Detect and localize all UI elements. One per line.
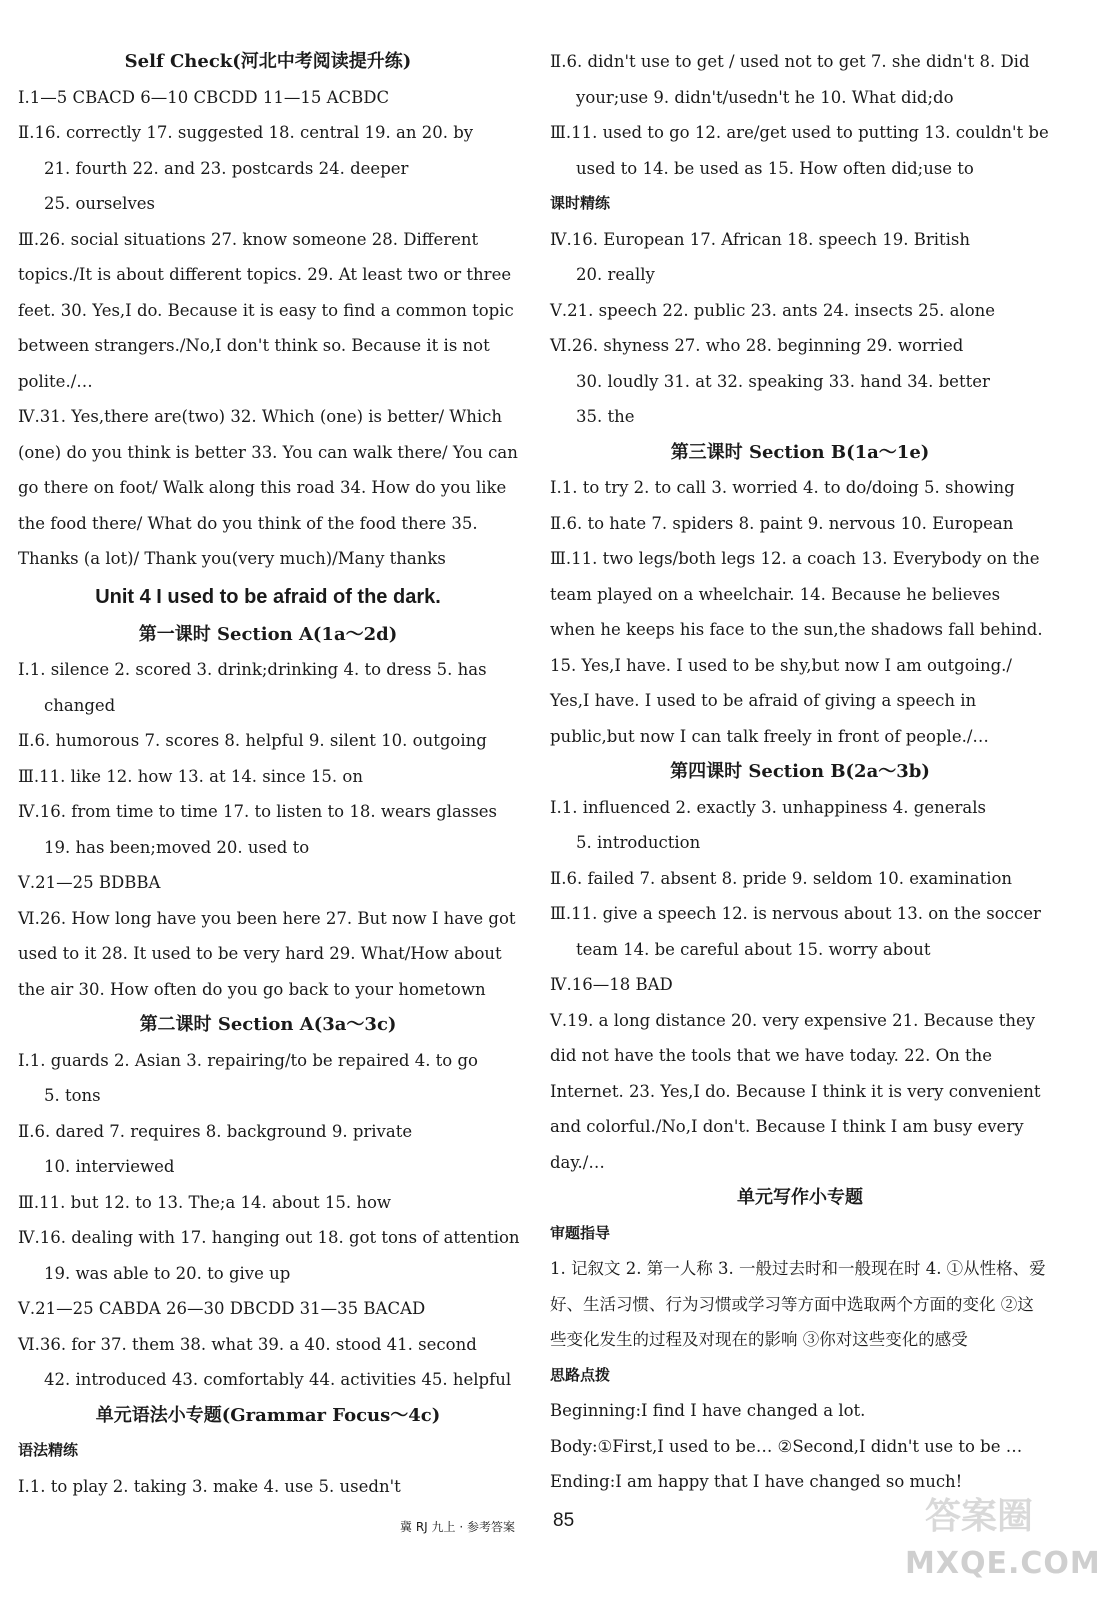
answer-line: Body:①First,I used to be… ②Second,I didn't use to be … <box>550 1436 1023 1456</box>
subsection-label: 思路点拨 <box>550 1365 611 1384</box>
page-number: 85 <box>553 1510 575 1531</box>
unit-title: Unit 4 I used to be afraid of the dark. <box>95 585 441 608</box>
subsection-label: 审题指导 <box>550 1223 611 1242</box>
section-heading: 第三课时 Section B(1a～1e) <box>670 441 930 463</box>
left-column <box>18 44 518 1504</box>
answer-continuation: 19. was able to 20. to give up <box>44 1263 291 1283</box>
answer-line: Beginning:I find I have changed a lot. <box>550 1401 866 1420</box>
answer-paragraph: Ⅳ.31. Yes,there are(two) 32. Which (one) is better/ Which (one) do you think is better 33. You can walk there/ You can go there on foot/ Walk along this road 34. How do you like the food there/ What do you think of the food there 35. Thanks (a lot)/ Thank you(very much)/Many thanks <box>18 407 518 568</box>
answer-paragraph: Ⅴ.19. a long distance 20. very expensive 21. Because they did not have the tools that we have today. 22. On the Internet. 23. Yes,I do. Because I think it is very convenient and colorful./No,I don't. Because I think I am busy every day./… <box>550 1010 1041 1172</box>
answer-line: Ⅳ.16—18 BAD <box>550 975 673 994</box>
section-heading: 第一课时 Section A(1a～2d) <box>138 623 398 645</box>
answer-continuation: changed <box>44 695 116 715</box>
answer-paragraph: Ⅵ.26. How long have you been here 27. But now I have got used to it 28. It used to be very hard 29. What/How about the air 30. How often do you go back to your hometown <box>18 908 516 999</box>
answer-line: Ⅱ.6. to hate 7. spiders 8. paint 9. nervous 10. European <box>550 513 1014 533</box>
answer-line: Ⅱ.6. failed 7. absent 8. pride 9. seldom 10. examination <box>550 868 1013 888</box>
answer-line: Ⅱ.6. humorous 7. scores 8. helpful 9. silent 10. outgoing <box>18 731 487 750</box>
answer-continuation: 20. really <box>576 265 655 284</box>
answer-continuation: 21. fourth 22. and 23. postcards 24. deeper <box>44 158 409 178</box>
section-heading: 第二课时 Section A(3a～3c) <box>139 1014 397 1035</box>
answer-line: Ending:I am happy that I have changed so much! <box>550 1472 963 1491</box>
answer-line: Ⅲ.11. give a speech 12. is nervous about 13. on the soccer <box>550 904 1041 923</box>
answer-continuation: 35. the <box>576 407 635 426</box>
answer-line: Ⅳ.16. from time to time 17. to listen to 18. wears glasses <box>18 802 498 821</box>
answer-line: Ⅵ.26. shyness 27. who 28. beginning 29. worried <box>550 336 964 355</box>
answer-paragraph: 15. Yes,I have. I used to be shy,but now I am outgoing./ Yes,I have. I used to be afraid of giving a speech in public,but now I can talk freely in front of people./… <box>550 655 1012 746</box>
answer-line: Ⅰ.1—5 CBACD 6—10 CBCDD 11—15 ACBDC <box>18 87 390 107</box>
answer-continuation: 10. interviewed <box>44 1157 175 1176</box>
answer-line: Ⅱ.6. didn't use to get / used not to get 7. she didn't 8. Did <box>550 52 1030 71</box>
subsection-label: 课时精练 <box>550 194 611 212</box>
answer-line: Ⅱ.16. correctly 17. suggested 18. central 19. an 20. by <box>18 123 474 142</box>
watermark-logo <box>905 1488 1101 1594</box>
answer-continuation: your;use 9. didn't/usedn't he 10. What did;do <box>576 87 954 107</box>
answer-continuation: team 14. be careful about 15. worry about <box>576 939 931 959</box>
answer-line: Ⅳ.16. European 17. African 18. speech 19. British <box>550 229 971 249</box>
answer-line: Ⅴ.21—25 BDBBA <box>18 873 161 892</box>
section-heading: Self Check(河北中考阅读提升练) <box>124 51 412 72</box>
answer-line: Ⅰ.1. silence 2. scored 3. drink;drinking 4. to dress 5. has <box>18 660 487 679</box>
answer-line: Ⅰ.1. to play 2. taking 3. make 4. use 5. usedn't <box>18 1476 401 1496</box>
watermark-site: MXQE.COM <box>905 1546 1101 1581</box>
answer-line: Ⅲ.11. used to go 12. are/get used to putting 13. couldn't be <box>550 123 1049 142</box>
answer-line: Ⅲ.11. but 12. to 13. The;a 14. about 15. how <box>18 1192 392 1212</box>
section-heading: 单元写作小专题 <box>737 1187 863 1208</box>
answer-line: Ⅰ.1. influenced 2. exactly 3. unhappiness 4. generals <box>550 797 986 817</box>
answer-line: Ⅳ.16. dealing with 17. hanging out 18. got tons of attention <box>18 1228 520 1247</box>
subsection-label: 语法精练 <box>18 1441 79 1459</box>
section-heading: 单元语法小专题(Grammar Focus～4c) <box>95 1404 441 1426</box>
footer-code: 冀 RJ 九上 · 参考答案 <box>400 1520 515 1534</box>
answer-continuation: 5. introduction <box>576 833 701 852</box>
watermark-mark: 答案圈 <box>925 1496 1034 1537</box>
answer-line: Ⅵ.36. for 37. them 38. what 39. a 40. stood 41. second <box>18 1334 477 1354</box>
answer-line: Ⅲ.11. like 12. how 13. at 14. since 15. on <box>18 766 363 786</box>
answer-paragraph: Ⅲ.11. two legs/both legs 12. a coach 13. Everybody on the team played on a wheelchair. 14. Because he believes when he keeps his face to the sun,the shadows fall behind. <box>550 549 1043 639</box>
answer-continuation: 19. has been;moved 20. used to <box>44 837 310 857</box>
answer-continuation: 30. loudly 31. at 32. speaking 33. hand 34. better <box>576 371 990 391</box>
answer-paragraph: Ⅲ.26. social situations 27. know someone 28. Different topics./It is about different topics. 29. At least two or three feet. 30. Yes,I do. Because it is easy to find a common topic between strangers./No,I don't think so. Because it is not polite./… <box>18 229 514 391</box>
answer-continuation: 25. ourselves <box>44 194 155 213</box>
answer-line: Ⅰ.1. guards 2. Asian 3. repairing/to be repaired 4. to go <box>18 1050 478 1070</box>
answer-continuation: 5. tons <box>44 1086 101 1105</box>
answer-line: Ⅰ.1. to try 2. to call 3. worried 4. to do/doing 5. showing <box>550 478 1015 497</box>
answer-line: Ⅱ.6. dared 7. requires 8. background 9. private <box>18 1121 413 1141</box>
answer-line: Ⅴ.21—25 CABDA 26—30 DBCDD 31—35 BACAD <box>18 1299 426 1318</box>
section-heading: 第四课时 Section B(2a～3b) <box>670 761 930 782</box>
right-column <box>550 44 1050 1500</box>
answer-paragraph: 1. 记叙文 2. 第一人称 3. 一般过去时和一般现在时 4. ①从性格、爱好、生活习惯、行为习惯或学习等方面中选取两个方面的变化 ②这些变化发生的过程及对现在的影响 ③你对这些变化的感受 <box>550 1259 1046 1349</box>
answer-line: Ⅴ.21. speech 22. public 23. ants 24. insects 25. alone <box>550 300 996 320</box>
answer-continuation: used to 14. be used as 15. How often did;use to <box>576 158 974 178</box>
answer-continuation: 42. introduced 43. comfortably 44. activities 45. helpful <box>44 1370 512 1389</box>
